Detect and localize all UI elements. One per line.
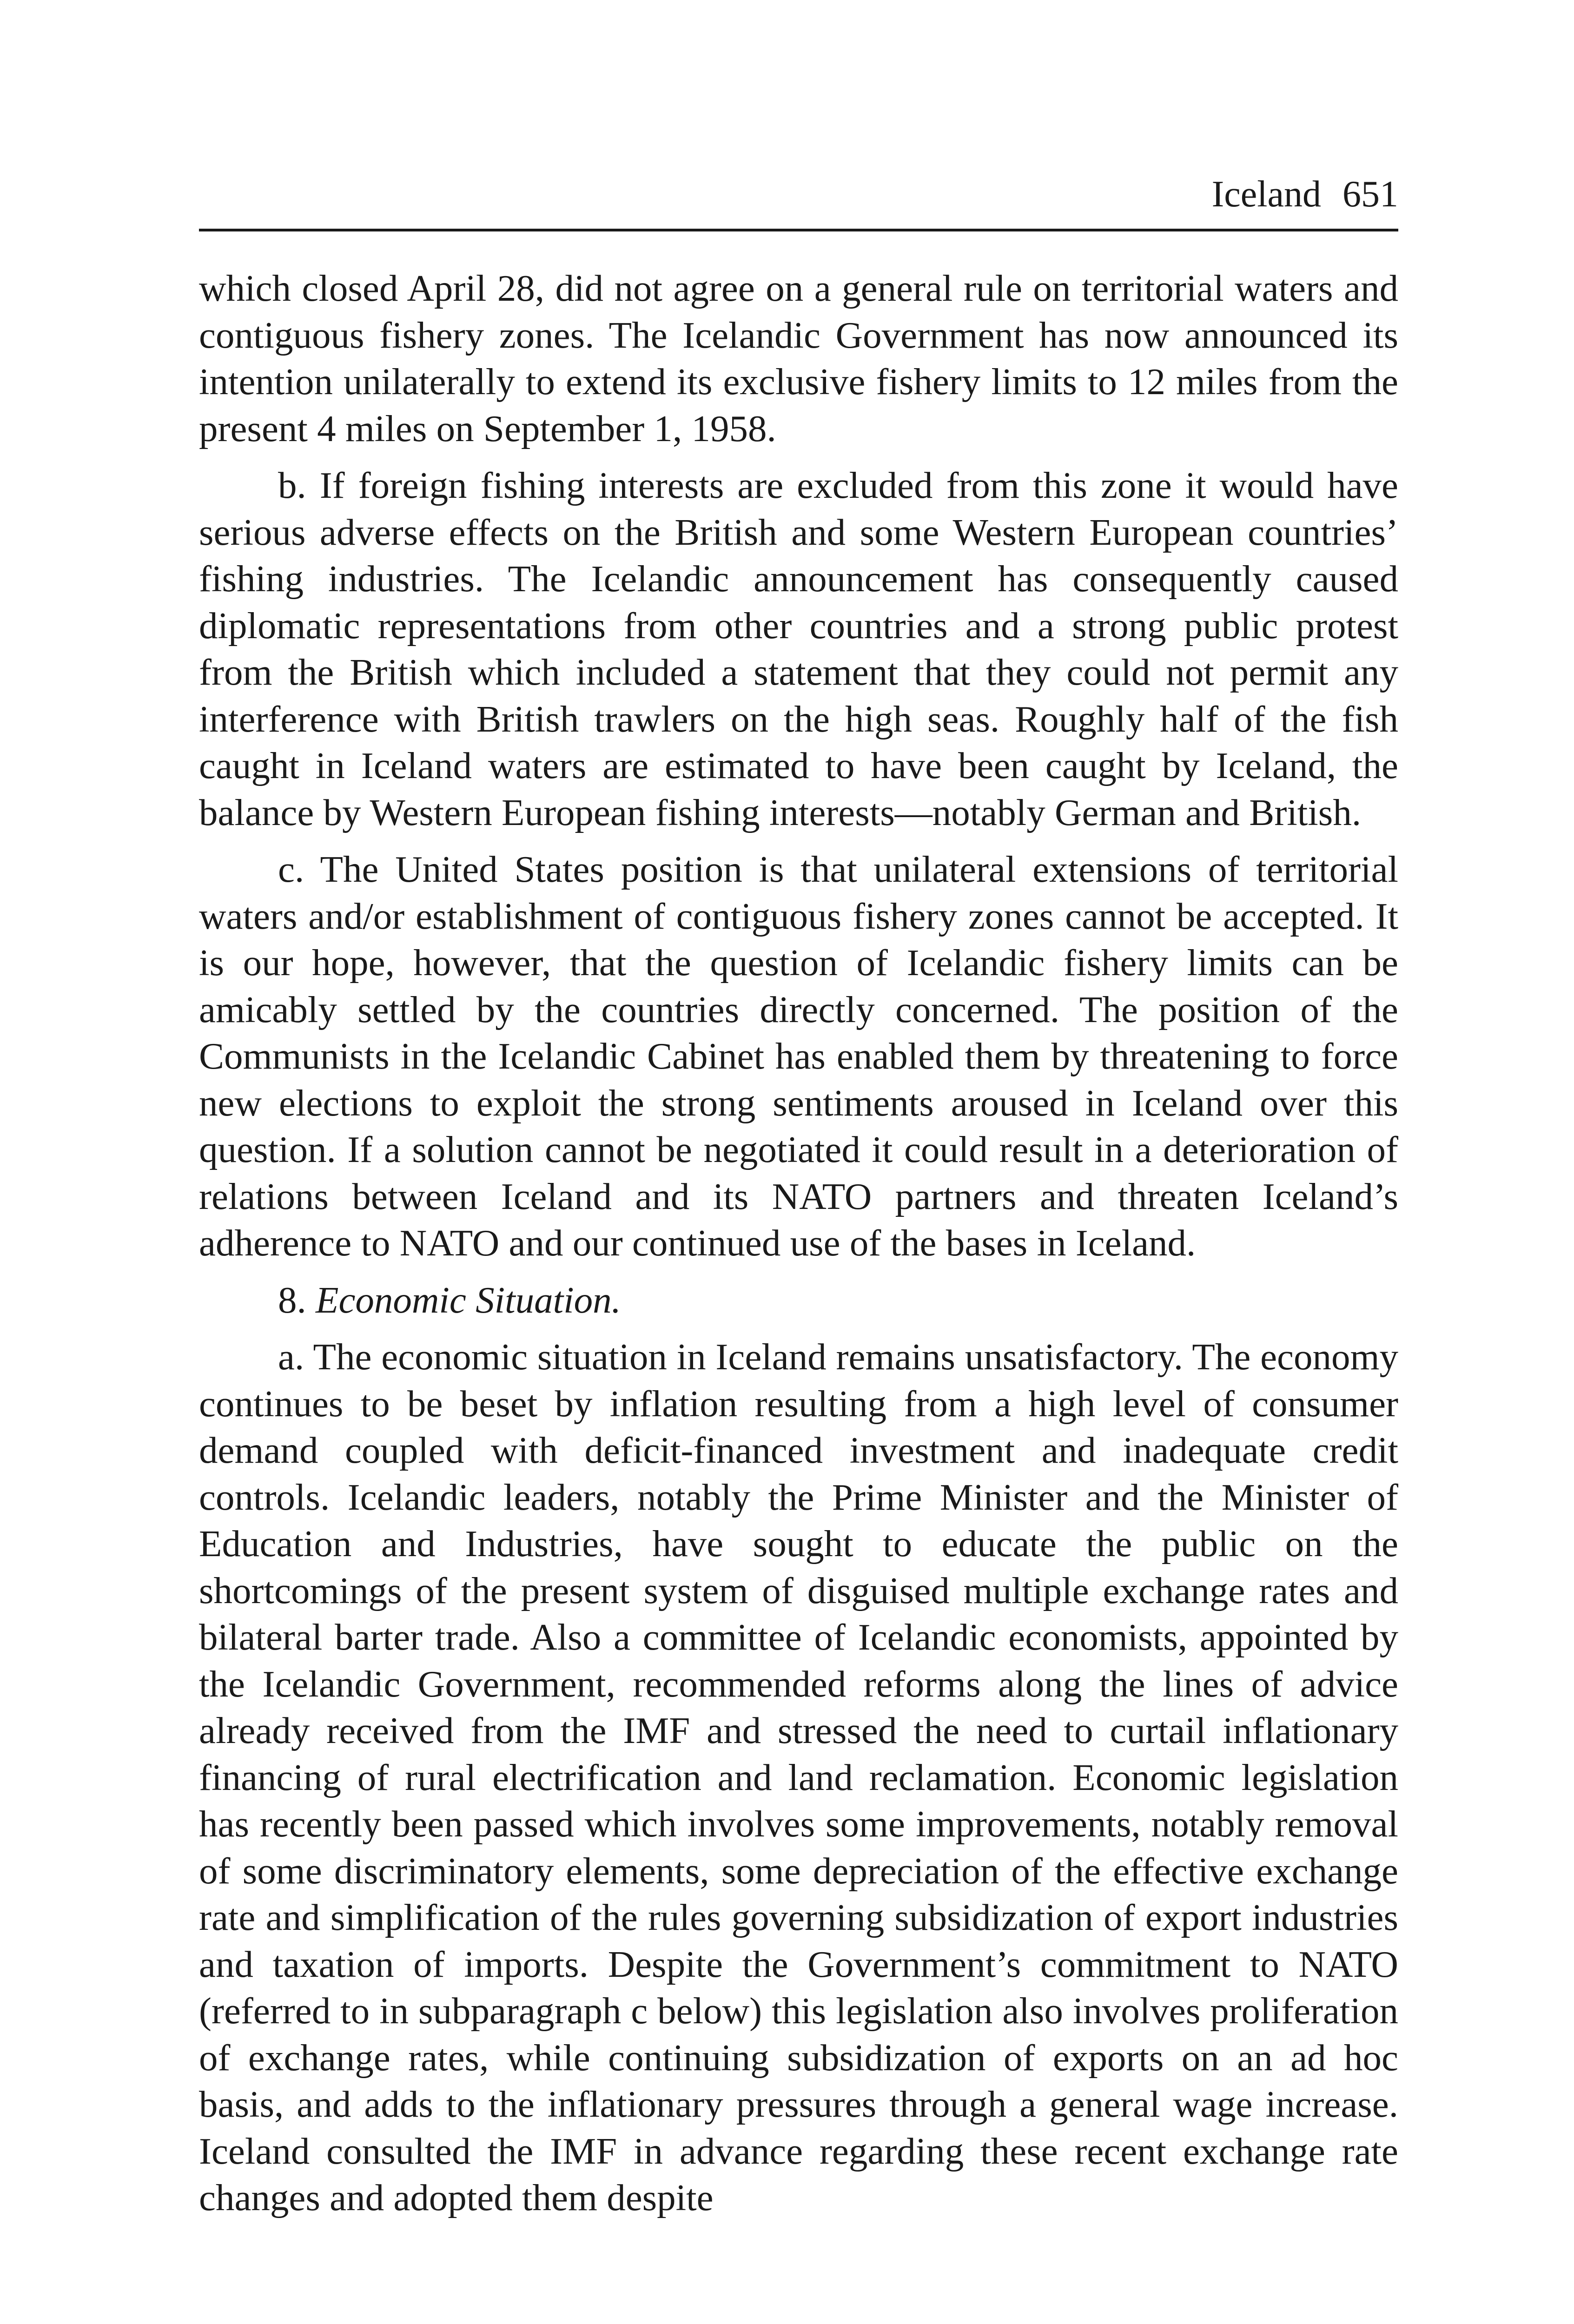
body-text (199, 265, 1398, 2221)
section-heading (199, 1277, 1398, 1324)
page-number: 651 (1343, 174, 1398, 215)
paragraph-continuation: which closed April 28, did not agree on a general rule on territorial waters and contiguous fishery zones. The Icelandic Government has now announced its intention unilaterally to extend its exclusive fishery limits to 12 miles from the present 4 miles on September 1, 1958. (199, 267, 1398, 449)
paragraph-b: b. If foreign fishing interests are excluded from this zone it would have serious adverse effects on the British and some Western European countries’ fishing industries. The Icelandic announcement has consequently caused diplomatic representations from other countries and a strong public protest from the British which included a statement that they could not permit any interference with British trawlers on the high seas. Roughly half of the fish caught in Iceland waters are estimated to have been caught by Iceland, the balance by Western European fishing interests—notably German and British. (199, 464, 1398, 833)
section-title: Economic Situation. (316, 1279, 621, 1321)
paragraph-8a: a. The economic situation in Iceland remains unsatisfactory. The economy continues to be beset by inflation resulting from a high level of consumer demand coupled with deficit-financed investment and inadequate credit controls. Icelandic leaders, notably the Prime Minister and the Minister of Education and Industries, have sought to educate the public on the shortcomings of the present system of disguised multiple exchange rates and bilateral barter trade. Also a committee of Icelandic economists, appointed by the Icelandic Government, recommended reforms along the lines of advice already received from the IMF and stressed the need to curtail inflationary financing of rural electrification and land reclamation. Economic legislation has recently been passed which involves some improvements, notably removal of some discriminatory elements, some depreciation of the effective exchange rate and simplification of the rules governing subsidization of export industries and taxation of imports. Despite the Government’s commitment to NATO (referred to in subparagraph c below) this legislation also involves proliferation of exchange rates, while continuing subsidization of exports on an ad hoc basis, and adds to the inflationary pressures through a general wage increase. Iceland consulted the IMF in advance regarding these recent exchange rate changes and adopted them despite (199, 1336, 1398, 2218)
running-head (199, 171, 1398, 231)
paragraph-c: c. The United States position is that unilateral extensions of territorial waters and/or establishment of contiguous fishery zones cannot be accepted. It is our hope, however, that the question of Icelandic fishery limits can be amicably settled by the countries directly concerned. The position of the Communists in the Icelandic Cabinet has enabled them by threatening to force new elections to exploit the strong sentiments aroused in Iceland over this question. If a solution cannot be negotiated it could result in a deterioration of relations between Iceland and its NATO partners and threaten Iceland’s adherence to NATO and our continued use of the bases in Iceland. (199, 848, 1398, 1264)
running-head-title: Iceland (1211, 174, 1321, 215)
section-number: 8. (278, 1279, 306, 1321)
